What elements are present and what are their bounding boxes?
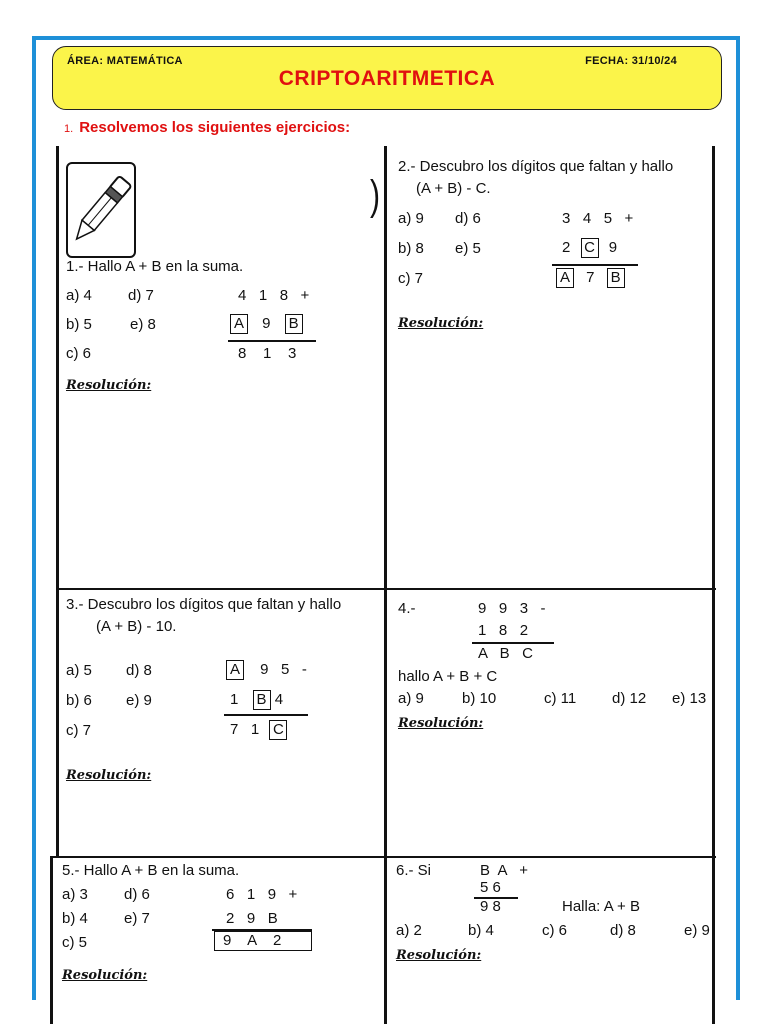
p1-option-e: e) 8 bbox=[130, 316, 156, 333]
p4-row-1: 9 9 3 - bbox=[478, 600, 546, 617]
p3-row-2 bbox=[230, 690, 283, 710]
p5-option-d: d) 6 bbox=[124, 886, 150, 903]
problem-2-title-1: 2.- Descubro los dígitos que faltan y hallo bbox=[398, 158, 674, 175]
p6-option-e: e) 9 bbox=[684, 922, 710, 939]
grid-right-line bbox=[712, 146, 715, 1024]
p5-resolution-label: Resolución: bbox=[62, 968, 148, 983]
p2-sum-line bbox=[552, 264, 638, 266]
p4-row-3: A B C bbox=[478, 645, 534, 662]
p5-row-3: 9 A 2 bbox=[214, 931, 312, 951]
date-label: FECHA: 31/10/24 bbox=[585, 55, 677, 67]
p3-row-1 bbox=[226, 660, 307, 680]
p6-option-a: a) 2 bbox=[396, 922, 422, 939]
p1-box-b: B bbox=[285, 314, 303, 334]
p6-row-2: 5 6 bbox=[480, 879, 501, 896]
p4-row-2: 1 8 2 bbox=[478, 622, 529, 639]
p5-option-b: b) 4 bbox=[62, 910, 88, 927]
p6-resolution-label: Resolución: bbox=[396, 948, 482, 963]
p1-digit: 9 bbox=[262, 315, 271, 332]
area-label: ÁREA: MATEMÁTICA bbox=[67, 55, 183, 67]
p3-resolution-label: Resolución: bbox=[66, 768, 152, 783]
problem-3-title-2: (A + B) - 10. bbox=[96, 618, 177, 635]
p1-row-2 bbox=[230, 314, 303, 334]
p5-row-2: 2 9 B bbox=[226, 910, 278, 927]
p2-box-b: B bbox=[607, 268, 625, 288]
p4-question: hallo A + B + C bbox=[398, 668, 498, 685]
header-banner bbox=[52, 46, 722, 110]
p1-row-3: 8 1 3 bbox=[238, 345, 297, 362]
problem-2-title-2: (A + B) - C. bbox=[416, 180, 491, 197]
p3-box-b: B bbox=[253, 690, 271, 710]
p3-option-e: e) 9 bbox=[126, 692, 152, 709]
p2-option-c: c) 7 bbox=[398, 270, 424, 287]
p5-option-a: a) 3 bbox=[62, 886, 88, 903]
p1-option-a: a) 4 bbox=[66, 287, 92, 304]
p4-sub-line bbox=[472, 642, 554, 644]
problem-4-label: 4.- bbox=[398, 600, 416, 617]
p1-option-c: c) 6 bbox=[66, 345, 92, 362]
p2-row-1: 3 4 5 + bbox=[562, 210, 634, 227]
p5-row-1: 6 1 9 + bbox=[226, 886, 298, 903]
p5-option-c: c) 5 bbox=[62, 934, 88, 951]
p1-row-1: 4 1 8 + bbox=[238, 287, 310, 304]
problem-6-label: 6.- Si bbox=[396, 862, 432, 879]
p6-question: Halla: A + B bbox=[562, 898, 640, 915]
p2-digit-7: 7 bbox=[586, 269, 595, 286]
grid-row-divider-2 bbox=[50, 856, 716, 858]
p3-digit-4: 4 bbox=[274, 691, 284, 708]
pencil-icon bbox=[66, 162, 136, 258]
p2-row-3 bbox=[556, 268, 625, 288]
p2-row-2 bbox=[562, 238, 617, 258]
problem-3-title-1: 3.- Descubro los dígitos que faltan y hallo bbox=[66, 596, 342, 613]
p1-option-d: d) 7 bbox=[128, 287, 154, 304]
p2-option-a: a) 9 bbox=[398, 210, 424, 227]
p1-option-b: b) 5 bbox=[66, 316, 92, 333]
p3-row-3 bbox=[230, 720, 287, 740]
p4-option-a: a) 9 bbox=[398, 690, 424, 707]
p6-option-d: d) 8 bbox=[610, 922, 636, 939]
p6-option-c: c) 6 bbox=[542, 922, 568, 939]
p2-option-b: b) 8 bbox=[398, 240, 424, 257]
p3-option-b: b) 6 bbox=[66, 692, 92, 709]
p3-sum-line bbox=[224, 714, 308, 716]
p6-row-1: B A + bbox=[480, 862, 528, 879]
p2-box-a: A bbox=[556, 268, 574, 288]
p6-row-3: 9 8 bbox=[480, 898, 501, 915]
p2-resolution-label: Resolución: bbox=[398, 316, 484, 331]
p2-option-e: e) 5 bbox=[455, 240, 481, 257]
p3-row-3-digits: 7 1 bbox=[230, 721, 260, 738]
p1-box-a: A bbox=[230, 314, 248, 334]
p4-option-b: b) 10 bbox=[462, 690, 497, 707]
p3-option-c: c) 7 bbox=[66, 722, 92, 739]
p4-option-d: d) 12 bbox=[612, 690, 647, 707]
p4-option-e: e) 13 bbox=[672, 690, 707, 707]
problem-1-title: 1.- Hallo A + B en la suma. bbox=[66, 258, 244, 275]
instruction-number: 1. bbox=[64, 123, 74, 135]
grid-row-divider-1 bbox=[56, 588, 716, 590]
grid-left-line bbox=[56, 146, 59, 856]
p4-resolution-label: Resolución: bbox=[398, 716, 484, 731]
p3-option-d: d) 8 bbox=[126, 662, 152, 679]
p2-digit-2: 2 bbox=[562, 239, 571, 256]
problem-5-title: 5.- Hallo A + B en la suma. bbox=[62, 862, 240, 879]
p3-option-a: a) 5 bbox=[66, 662, 92, 679]
grid-bottom-left-line bbox=[50, 856, 53, 1024]
p2-box-c: C bbox=[581, 238, 599, 258]
p4-option-c: c) 11 bbox=[544, 690, 577, 707]
p2-digit-9: 9 bbox=[608, 239, 618, 256]
p3-box-a: A bbox=[226, 660, 244, 680]
p5-option-e: e) 7 bbox=[124, 910, 150, 927]
p2-option-d: d) 6 bbox=[455, 210, 481, 227]
bracket-mark: ) bbox=[370, 173, 380, 220]
p1-resolution-label: Resolución: bbox=[66, 378, 152, 393]
p6-option-b: b) 4 bbox=[468, 922, 494, 939]
page-title: CRIPTOARITMETICA bbox=[278, 67, 496, 90]
p3-digit-1: 1 bbox=[230, 691, 239, 708]
instruction-text: Resolvemos los siguientes ejercicios: bbox=[79, 119, 351, 136]
p3-row-1-rest: 9 5 - bbox=[260, 661, 307, 678]
p3-box-c: C bbox=[269, 720, 287, 740]
grid-center-line bbox=[384, 146, 387, 1024]
p1-sum-line bbox=[228, 340, 316, 342]
instruction bbox=[64, 119, 350, 136]
